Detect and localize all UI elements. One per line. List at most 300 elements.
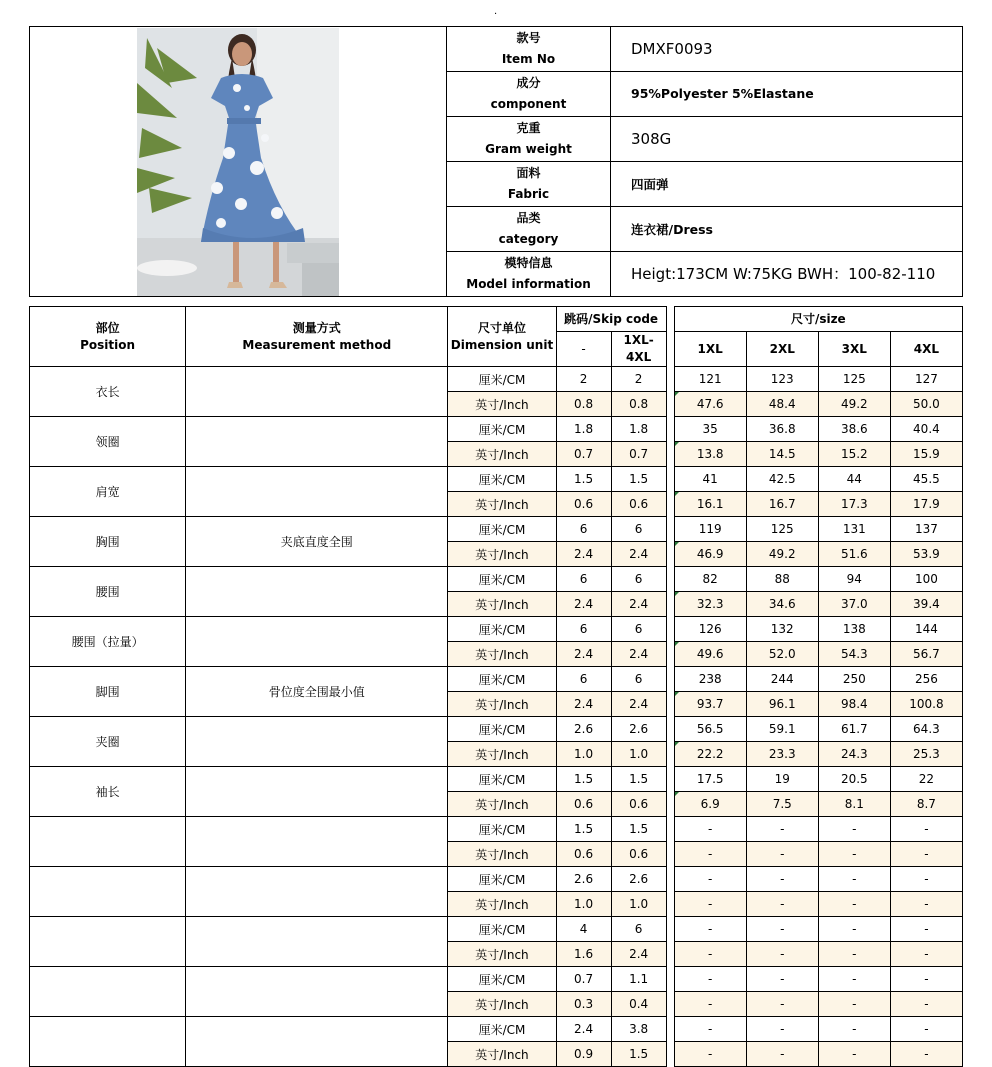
size-value-cell: 17.3: [818, 492, 890, 517]
size-value-cell: -: [746, 842, 818, 867]
skip-code-cell: 2: [611, 367, 666, 392]
position-cell: [30, 867, 186, 917]
column-gap: [666, 392, 674, 417]
size-value-cell: -: [818, 892, 890, 917]
skip-code-cell: 1.0: [611, 892, 666, 917]
size-value-cell: -: [890, 892, 962, 917]
header-method: 测量方式 Measurement method: [186, 307, 448, 367]
size-value-cell: 17.9: [890, 492, 962, 517]
skip-code-cell: 4: [556, 917, 611, 942]
skip-code-cell: 0.7: [556, 967, 611, 992]
skip-code-cell: 2.4: [611, 592, 666, 617]
skip-code-cell: 0.6: [556, 492, 611, 517]
method-cell: [186, 867, 448, 917]
skip-code-cell: 6: [556, 567, 611, 592]
size-value-cell: 13.8: [674, 442, 746, 467]
size-value-cell: -: [890, 917, 962, 942]
info-label-en: Gram weight: [485, 141, 572, 156]
column-gap: [666, 967, 674, 992]
header-unit: 尺寸单位 Dimension unit: [448, 307, 556, 367]
size-value-cell: 119: [674, 517, 746, 542]
size-value-cell: -: [674, 917, 746, 942]
size-row-cm: [30, 467, 963, 492]
unit-cell: 英寸/Inch: [448, 392, 556, 417]
skip-code-cell: 6: [556, 617, 611, 642]
size-row-cm: [30, 367, 963, 392]
method-cell: 骨位度全围最小值: [186, 667, 448, 717]
skip-code-cell: 1.8: [556, 417, 611, 442]
size-value-cell: 131: [818, 517, 890, 542]
method-cell: [186, 1017, 448, 1067]
unit-cell: 英寸/Inch: [448, 742, 556, 767]
unit-cell: 英寸/Inch: [448, 942, 556, 967]
size-value-cell: 50.0: [890, 392, 962, 417]
method-cell: [186, 417, 448, 467]
info-value: 308G: [611, 116, 963, 161]
skip-code-cell: 1.5: [611, 1042, 666, 1067]
skip-code-cell: 1.8: [611, 417, 666, 442]
size-value-cell: 82: [674, 567, 746, 592]
info-row: [30, 27, 963, 72]
skip-code-cell: 2.4: [556, 642, 611, 667]
position-cell: [30, 967, 186, 1017]
skip-code-cell: 2.6: [556, 717, 611, 742]
info-label: [447, 116, 611, 161]
unit-cell: 英寸/Inch: [448, 892, 556, 917]
size-value-cell: 45.5: [890, 467, 962, 492]
size-value-cell: 125: [746, 517, 818, 542]
size-value-cell: 19: [746, 767, 818, 792]
skip-code-cell: 6: [556, 667, 611, 692]
size-value-cell: -: [746, 942, 818, 967]
size-value-cell: 42.5: [746, 467, 818, 492]
header-size-4xl: 4XL: [890, 332, 962, 367]
size-value-cell: -: [674, 1017, 746, 1042]
size-row-cm: [30, 667, 963, 692]
size-value-cell: 51.6: [818, 542, 890, 567]
size-value-cell: 25.3: [890, 742, 962, 767]
product-info-table: [29, 26, 963, 297]
skip-code-cell: 2.6: [611, 867, 666, 892]
size-value-cell: 123: [746, 367, 818, 392]
header-size-2xl: 2XL: [746, 332, 818, 367]
unit-cell: 英寸/Inch: [448, 642, 556, 667]
size-row-cm: [30, 967, 963, 992]
size-value-cell: 20.5: [818, 767, 890, 792]
skip-code-cell: 2.4: [611, 542, 666, 567]
column-gap: [666, 842, 674, 867]
size-value-cell: -: [674, 1042, 746, 1067]
size-row-cm: [30, 417, 963, 442]
position-cell: 脚围: [30, 667, 186, 717]
column-gap: [666, 567, 674, 592]
skip-code-cell: 2.4: [556, 542, 611, 567]
size-value-cell: 14.5: [746, 442, 818, 467]
unit-cell: 英寸/Inch: [448, 492, 556, 517]
skip-code-cell: 0.8: [556, 392, 611, 417]
info-value: 95%Polyester 5%Elastane: [611, 71, 963, 116]
header-size: 尺寸/size: [674, 307, 962, 332]
column-gap: [666, 742, 674, 767]
size-value-cell: -: [818, 817, 890, 842]
size-row-cm: [30, 767, 963, 792]
column-gap: [666, 542, 674, 567]
column-gap: [666, 467, 674, 492]
unit-cell: 英寸/Inch: [448, 992, 556, 1017]
unit-cell: 厘米/CM: [448, 717, 556, 742]
info-value: DMXF0093: [611, 27, 963, 72]
size-value-cell: 93.7: [674, 692, 746, 717]
size-value-cell: 39.4: [890, 592, 962, 617]
size-value-cell: 37.0: [818, 592, 890, 617]
header-position: 部位 Position: [30, 307, 186, 367]
size-value-cell: -: [818, 842, 890, 867]
info-label-cn: 面料: [516, 165, 541, 180]
unit-cell: 英寸/Inch: [448, 442, 556, 467]
column-gap: [666, 667, 674, 692]
info-label-cn: 款号: [516, 30, 541, 45]
size-value-cell: -: [818, 992, 890, 1017]
skip-code-cell: 0.9: [556, 1042, 611, 1067]
skip-code-cell: 0.6: [556, 842, 611, 867]
info-label-en: component: [490, 96, 567, 111]
position-cell: [30, 817, 186, 867]
skip-code-cell: 1.6: [556, 942, 611, 967]
size-value-cell: -: [674, 867, 746, 892]
size-value-cell: 16.1: [674, 492, 746, 517]
size-value-cell: -: [890, 817, 962, 842]
column-gap: [666, 307, 674, 367]
header-skip-a: -: [556, 332, 611, 367]
size-row-cm: [30, 717, 963, 742]
size-value-cell: -: [746, 1042, 818, 1067]
position-cell: 袖长: [30, 767, 186, 817]
info-label-en: Model information: [466, 276, 591, 291]
column-gap: [666, 717, 674, 742]
size-value-cell: -: [746, 867, 818, 892]
size-value-cell: -: [818, 1042, 890, 1067]
size-row-cm: [30, 617, 963, 642]
size-value-cell: -: [890, 942, 962, 967]
unit-cell: 英寸/Inch: [448, 792, 556, 817]
size-value-cell: 15.2: [818, 442, 890, 467]
position-cell: 腰围（拉量）: [30, 617, 186, 667]
size-value-cell: 23.3: [746, 742, 818, 767]
unit-cell: 厘米/CM: [448, 667, 556, 692]
size-value-cell: -: [674, 992, 746, 1017]
skip-code-cell: 1.5: [611, 467, 666, 492]
column-gap: [666, 892, 674, 917]
column-gap: [666, 1017, 674, 1042]
photo-cell: [30, 27, 447, 297]
size-value-cell: -: [746, 917, 818, 942]
size-value-cell: 137: [890, 517, 962, 542]
column-gap: [666, 1042, 674, 1067]
size-value-cell: 61.7: [818, 717, 890, 742]
column-gap: [666, 867, 674, 892]
position-cell: 夹圈: [30, 717, 186, 767]
skip-code-cell: 6: [611, 617, 666, 642]
method-cell: [186, 817, 448, 867]
column-gap: [666, 992, 674, 1017]
unit-cell: 厘米/CM: [448, 867, 556, 892]
size-value-cell: -: [890, 967, 962, 992]
position-cell: 领圈: [30, 417, 186, 467]
size-row-cm: [30, 567, 963, 592]
skip-code-cell: 0.8: [611, 392, 666, 417]
column-gap: [666, 642, 674, 667]
size-row-cm: [30, 817, 963, 842]
position-cell: [30, 917, 186, 967]
size-value-cell: 121: [674, 367, 746, 392]
size-row-cm: [30, 517, 963, 542]
unit-cell: 英寸/Inch: [448, 842, 556, 867]
method-cell: [186, 917, 448, 967]
skip-code-cell: 0.6: [611, 792, 666, 817]
skip-code-cell: 1.1: [611, 967, 666, 992]
skip-code-cell: 1.5: [611, 817, 666, 842]
skip-code-cell: 0.6: [611, 492, 666, 517]
size-value-cell: -: [674, 842, 746, 867]
skip-code-cell: 1.0: [556, 742, 611, 767]
size-value-cell: 32.3: [674, 592, 746, 617]
size-value-cell: 36.8: [746, 417, 818, 442]
info-label-cn: 成分: [516, 75, 541, 90]
size-value-cell: 22.2: [674, 742, 746, 767]
size-row-cm: [30, 1017, 963, 1042]
header-skip-code: 跳码/Skip code: [556, 307, 666, 332]
skip-code-cell: 2: [556, 367, 611, 392]
size-value-cell: -: [890, 1017, 962, 1042]
size-value-cell: 59.1: [746, 717, 818, 742]
size-value-cell: -: [818, 1017, 890, 1042]
header-skip-b: 1XL-4XL: [611, 332, 666, 367]
info-value: Heigt:173CM W:75KG BWH：100-82-110: [611, 251, 963, 296]
size-value-cell: -: [890, 992, 962, 1017]
info-label-en: category: [498, 231, 559, 246]
size-value-cell: 54.3: [818, 642, 890, 667]
size-value-cell: 53.9: [890, 542, 962, 567]
size-value-cell: -: [818, 867, 890, 892]
method-cell: [186, 967, 448, 1017]
size-value-cell: -: [818, 942, 890, 967]
size-value-cell: 144: [890, 617, 962, 642]
method-cell: [186, 467, 448, 517]
size-value-cell: 7.5: [746, 792, 818, 817]
method-cell: [186, 567, 448, 617]
unit-cell: 英寸/Inch: [448, 1042, 556, 1067]
column-gap: [666, 692, 674, 717]
size-value-cell: -: [890, 867, 962, 892]
skip-code-cell: 6: [611, 667, 666, 692]
size-value-cell: 52.0: [746, 642, 818, 667]
info-label-cn: 克重: [516, 120, 541, 135]
method-cell: [186, 717, 448, 767]
skip-code-cell: 0.3: [556, 992, 611, 1017]
size-value-cell: -: [674, 942, 746, 967]
size-value-cell: 49.2: [818, 392, 890, 417]
skip-code-cell: 6: [611, 567, 666, 592]
size-value-cell: 6.9: [674, 792, 746, 817]
skip-code-cell: 1.0: [611, 742, 666, 767]
size-value-cell: 40.4: [890, 417, 962, 442]
size-value-cell: 15.9: [890, 442, 962, 467]
unit-cell: 厘米/CM: [448, 517, 556, 542]
skip-code-cell: 2.4: [611, 692, 666, 717]
size-value-cell: 24.3: [818, 742, 890, 767]
size-value-cell: 46.9: [674, 542, 746, 567]
column-gap: [666, 767, 674, 792]
unit-cell: 厘米/CM: [448, 817, 556, 842]
skip-code-cell: 0.7: [556, 442, 611, 467]
size-value-cell: 126: [674, 617, 746, 642]
unit-cell: 英寸/Inch: [448, 542, 556, 567]
size-value-cell: 88: [746, 567, 818, 592]
size-value-cell: 47.6: [674, 392, 746, 417]
info-label-cn: 品类: [516, 210, 541, 225]
size-value-cell: 49.2: [746, 542, 818, 567]
size-value-cell: 8.7: [890, 792, 962, 817]
column-gap: [666, 417, 674, 442]
position-cell: 衣长: [30, 367, 186, 417]
position-cell: 胸围: [30, 517, 186, 567]
info-label: [447, 161, 611, 206]
header-size-1xl: 1XL: [674, 332, 746, 367]
skip-code-cell: 3.8: [611, 1017, 666, 1042]
size-value-cell: -: [674, 892, 746, 917]
method-cell: [186, 617, 448, 667]
size-value-cell: 56.5: [674, 717, 746, 742]
skip-code-cell: 0.7: [611, 442, 666, 467]
size-value-cell: 94: [818, 567, 890, 592]
header-size-3xl: 3XL: [818, 332, 890, 367]
size-value-cell: 56.7: [890, 642, 962, 667]
size-value-cell: 41: [674, 467, 746, 492]
column-gap: [666, 942, 674, 967]
size-value-cell: 34.6: [746, 592, 818, 617]
position-cell: [30, 1017, 186, 1067]
skip-code-cell: 1.5: [556, 467, 611, 492]
column-gap: [666, 617, 674, 642]
info-label: [447, 27, 611, 72]
position-cell: 腰围: [30, 567, 186, 617]
size-value-cell: 100: [890, 567, 962, 592]
unit-cell: 厘米/CM: [448, 1017, 556, 1042]
method-cell: [186, 367, 448, 417]
column-gap: [666, 442, 674, 467]
size-value-cell: 44: [818, 467, 890, 492]
size-value-cell: 132: [746, 617, 818, 642]
size-value-cell: -: [746, 817, 818, 842]
skip-code-cell: 1.5: [556, 817, 611, 842]
unit-cell: 英寸/Inch: [448, 592, 556, 617]
method-cell: [186, 767, 448, 817]
size-value-cell: 138: [818, 617, 890, 642]
model-photo: [137, 28, 339, 296]
size-value-cell: 22: [890, 767, 962, 792]
column-gap: [666, 492, 674, 517]
skip-code-cell: 6: [611, 917, 666, 942]
unit-cell: 厘米/CM: [448, 417, 556, 442]
position-cell: 肩宽: [30, 467, 186, 517]
method-cell: 夹底直度全围: [186, 517, 448, 567]
unit-cell: 厘米/CM: [448, 917, 556, 942]
size-value-cell: 127: [890, 367, 962, 392]
info-label-en: Fabric: [507, 186, 550, 201]
size-value-cell: 100.8: [890, 692, 962, 717]
size-value-cell: -: [674, 817, 746, 842]
skip-code-cell: 2.6: [556, 867, 611, 892]
unit-cell: 厘米/CM: [448, 567, 556, 592]
size-row-cm: [30, 867, 963, 892]
size-value-cell: -: [890, 842, 962, 867]
unit-cell: 英寸/Inch: [448, 692, 556, 717]
info-label-en: Item No: [501, 51, 556, 66]
size-value-cell: 16.7: [746, 492, 818, 517]
skip-code-cell: 2.6: [611, 717, 666, 742]
size-value-cell: 96.1: [746, 692, 818, 717]
info-label: [447, 206, 611, 251]
size-value-cell: 17.5: [674, 767, 746, 792]
size-value-cell: -: [674, 967, 746, 992]
column-gap: [666, 917, 674, 942]
skip-code-cell: 6: [556, 517, 611, 542]
skip-code-cell: 0.6: [611, 842, 666, 867]
skip-code-cell: 2.4: [556, 1017, 611, 1042]
size-value-cell: 238: [674, 667, 746, 692]
top-dot: .: [494, 6, 498, 17]
column-gap: [666, 817, 674, 842]
info-label-cn: 模特信息: [504, 255, 553, 270]
skip-code-cell: 2.4: [611, 642, 666, 667]
skip-code-cell: 2.4: [556, 692, 611, 717]
info-label: [447, 251, 611, 296]
column-gap: [666, 592, 674, 617]
size-value-cell: -: [818, 967, 890, 992]
size-value-cell: 38.6: [818, 417, 890, 442]
skip-code-cell: 1.5: [556, 767, 611, 792]
info-value: 四面弹: [611, 161, 963, 206]
size-value-cell: 98.4: [818, 692, 890, 717]
skip-code-cell: 2.4: [611, 942, 666, 967]
size-value-cell: 244: [746, 667, 818, 692]
column-gap: [666, 792, 674, 817]
skip-code-cell: 1.0: [556, 892, 611, 917]
size-value-cell: -: [746, 992, 818, 1017]
size-value-cell: 35: [674, 417, 746, 442]
unit-cell: 厘米/CM: [448, 967, 556, 992]
skip-code-cell: 0.6: [556, 792, 611, 817]
size-value-cell: -: [818, 917, 890, 942]
unit-cell: 厘米/CM: [448, 367, 556, 392]
size-value-cell: 256: [890, 667, 962, 692]
unit-cell: 厘米/CM: [448, 617, 556, 642]
info-label: [447, 71, 611, 116]
column-gap: [666, 367, 674, 392]
unit-cell: 厘米/CM: [448, 767, 556, 792]
skip-code-cell: 0.4: [611, 992, 666, 1017]
size-chart-table: [29, 306, 963, 1067]
size-value-cell: -: [890, 1042, 962, 1067]
size-value-cell: 49.6: [674, 642, 746, 667]
size-value-cell: -: [746, 892, 818, 917]
size-value-cell: 250: [818, 667, 890, 692]
info-value: 连衣裙/Dress: [611, 206, 963, 251]
column-gap: [666, 517, 674, 542]
skip-code-cell: 2.4: [556, 592, 611, 617]
unit-cell: 厘米/CM: [448, 467, 556, 492]
size-value-cell: -: [746, 967, 818, 992]
